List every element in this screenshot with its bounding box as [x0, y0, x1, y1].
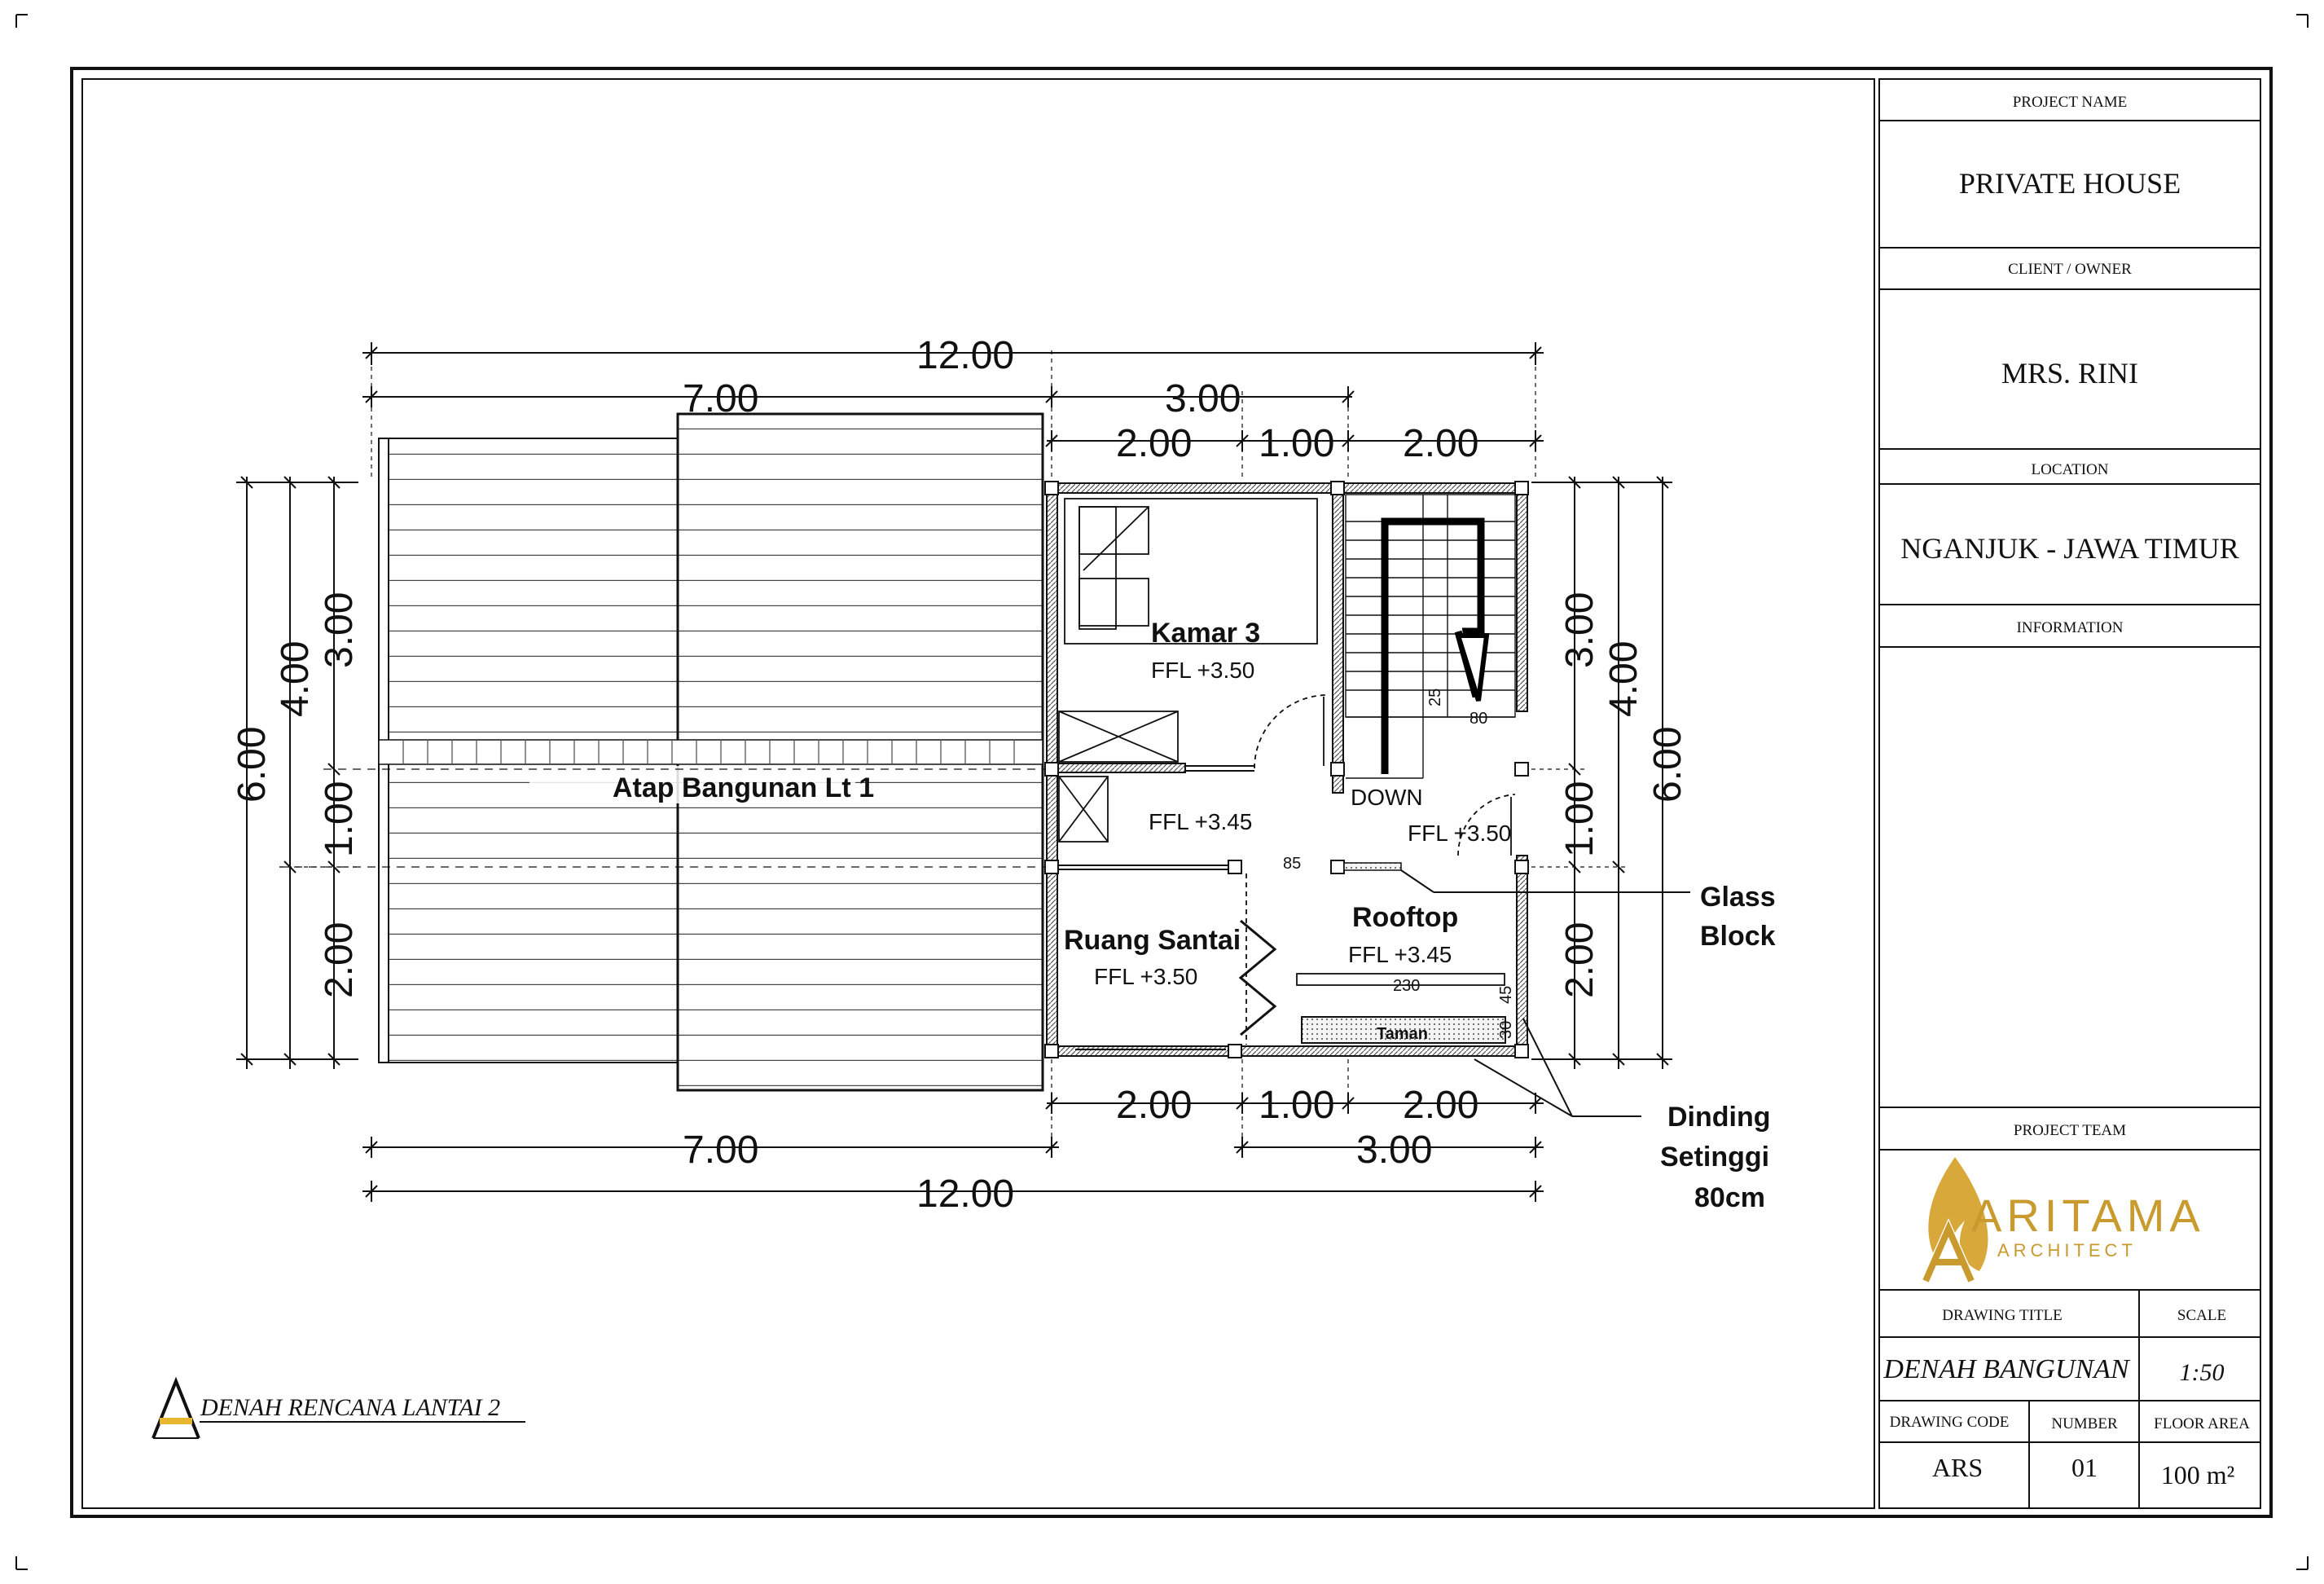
dim-230: 230 — [1393, 977, 1421, 995]
drawing-code: ARS — [1931, 1453, 1984, 1482]
dim-bottom-left: 7.00 — [683, 1129, 759, 1172]
information-label: INFORMATION — [2016, 619, 2124, 636]
dim-right-one: 1.00 — [1558, 781, 1601, 857]
dim-left-one: 1.00 — [318, 781, 361, 857]
roof-label: Atap Bangunan Lt 1 — [613, 772, 875, 803]
note-wall-3: 80cm — [1694, 1182, 1765, 1213]
stair-dim-25: 25 — [1426, 688, 1444, 706]
drawing-number: 01 — [2071, 1453, 2098, 1482]
dim-bottom-total: 12.00 — [916, 1173, 1015, 1216]
dim-left-total: 6.00 — [231, 726, 274, 803]
dim-bottom-a: 2.00 — [1116, 1084, 1193, 1127]
dim-bottom-c: 2.00 — [1403, 1084, 1479, 1127]
title-block-frame — [1879, 79, 2260, 1508]
dim-30: 30 — [1497, 1020, 1515, 1039]
santai-name: Ruang Santai — [1064, 925, 1241, 956]
dim-45: 45 — [1497, 985, 1515, 1004]
stair-dim-80: 80 — [1470, 710, 1488, 728]
dim-85: 85 — [1283, 855, 1302, 873]
dim-right-total: 6.00 — [1646, 726, 1689, 803]
note-glass-1: Glass — [1700, 882, 1776, 913]
drawing-label: DENAH RENCANA LANTAI 2 — [200, 1394, 501, 1421]
logo-sub: ARCHITECT — [1997, 1240, 2137, 1261]
roof-area — [379, 414, 1043, 1090]
scale-value: 1:50 — [2179, 1359, 2225, 1386]
location: NGANJUK - JAWA TIMUR — [1900, 532, 2239, 565]
dim-top-a: 2.00 — [1116, 422, 1193, 465]
hall-ffl: FFL +3.45 — [1149, 809, 1253, 834]
scale-label: SCALE — [2177, 1307, 2227, 1324]
note-wall-2: Setinggi — [1660, 1142, 1770, 1173]
drawing-title-label: DRAWING TITLE — [1942, 1307, 2063, 1324]
note-wall-1: Dinding — [1667, 1102, 1771, 1133]
dim-top-right: 3.00 — [1165, 377, 1241, 420]
dim-bottom-right: 3.00 — [1356, 1129, 1433, 1172]
rooftop-name: Rooftop — [1352, 902, 1459, 933]
drawing-title: DENAH BANGUNAN — [1883, 1354, 2129, 1384]
dim-right-top: 3.00 — [1558, 592, 1601, 668]
santai-ffl: FFL +3.50 — [1094, 964, 1198, 989]
kamar-ffl: FFL +3.50 — [1151, 658, 1255, 683]
dim-right-mid: 4.00 — [1602, 640, 1645, 717]
dim-right-two: 2.00 — [1558, 922, 1601, 998]
taman-label: Taman — [1377, 1025, 1428, 1043]
dim-bottom-b: 1.00 — [1259, 1084, 1335, 1127]
dim-top-left: 7.00 — [683, 377, 759, 420]
staircase — [1346, 495, 1515, 778]
stair-ffl: FFL +3.50 — [1408, 821, 1512, 846]
project-name: PRIVATE HOUSE — [1958, 167, 2181, 200]
client-label: CLIENT / OWNER — [2008, 261, 2132, 278]
number-label: NUMBER — [2051, 1415, 2118, 1432]
client-name: MRS. RINI — [2001, 357, 2139, 389]
stair-down-label: DOWN — [1351, 785, 1423, 810]
location-label: LOCATION — [2031, 461, 2109, 478]
drawing-code-label: DRAWING CODE — [1889, 1414, 2010, 1431]
rooftop-ffl: FFL +3.45 — [1348, 942, 1452, 967]
dim-top-total: 12.00 — [916, 334, 1015, 377]
dim-top-b: 1.00 — [1259, 422, 1335, 465]
logo-name: ARITAMA — [1971, 1190, 2205, 1241]
drawing-label-logo-icon — [153, 1381, 199, 1438]
project-name-label: PROJECT NAME — [2012, 94, 2128, 111]
title-block-lines — [1879, 121, 2260, 1508]
kamar-name: Kamar 3 — [1151, 618, 1261, 649]
dim-left-two: 2.00 — [318, 922, 361, 998]
note-glass-2: Block — [1700, 921, 1776, 952]
dim-left-mid: 4.00 — [274, 640, 317, 717]
floor-area-label: FLOOR AREA — [2154, 1415, 2250, 1432]
dim-top-c: 2.00 — [1403, 422, 1479, 465]
project-team-label: PROJECT TEAM — [2013, 1122, 2127, 1139]
floor-area: 100 m² — [2160, 1460, 2235, 1489]
dim-left-top: 3.00 — [318, 592, 361, 668]
